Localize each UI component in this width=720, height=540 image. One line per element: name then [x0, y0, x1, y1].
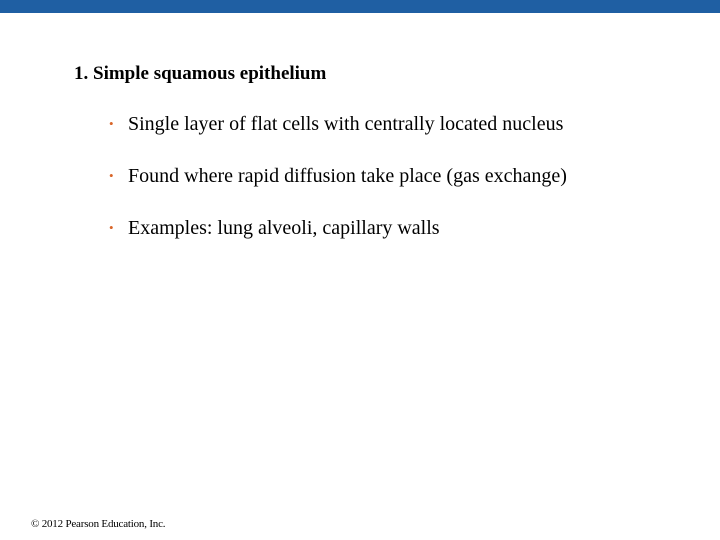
bullet-item — [109, 165, 567, 217]
bullet-marker-icon: • — [109, 168, 114, 183]
bullet-item — [109, 217, 567, 269]
top-accent-bar — [0, 0, 720, 13]
bullet-marker-icon: • — [109, 220, 114, 235]
bullet-item — [109, 113, 567, 165]
bullet-text: Single layer of flat cells with centrally located nucleus — [128, 113, 564, 135]
copyright-footer: © 2012 Pearson Education, Inc. — [31, 518, 166, 530]
slide-heading: 1. Simple squamous epithelium — [74, 63, 327, 84]
bullet-text: Examples: lung alveoli, capillary walls — [128, 217, 440, 239]
bullet-list — [109, 113, 567, 269]
bullet-text: Found where rapid diffusion take place (gas exchange) — [128, 165, 567, 187]
bullet-marker-icon: • — [109, 116, 114, 131]
